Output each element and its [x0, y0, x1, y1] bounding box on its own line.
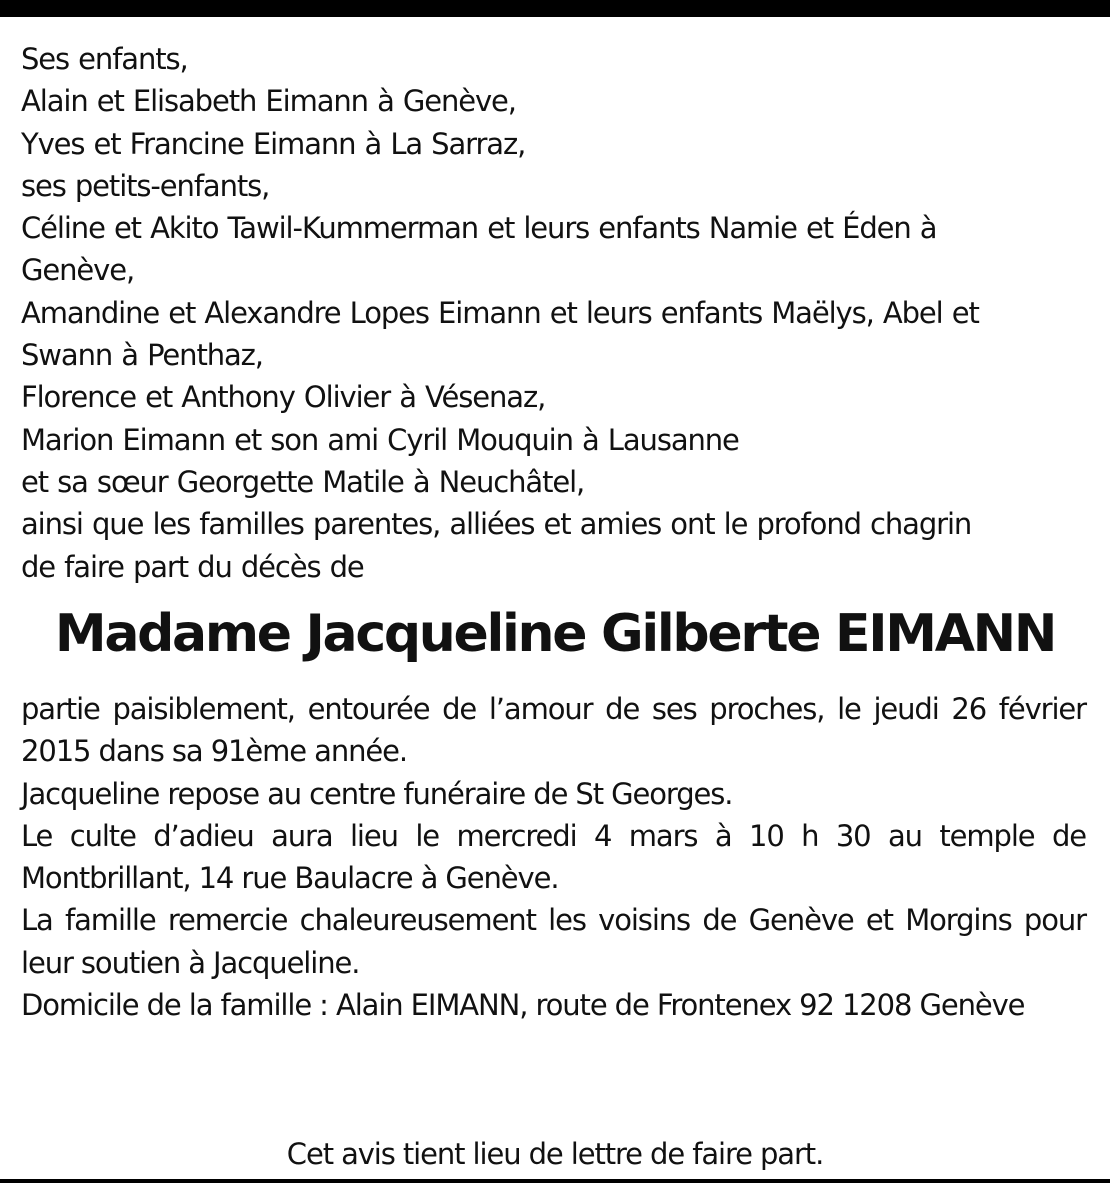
intro-line: Céline et Akito Tawil-Kummerman et leurs enfants Namie et Éden à [21, 211, 937, 246]
intro-line: de faire part du décès de [21, 549, 364, 584]
bottom-border-rule [0, 1179, 1110, 1183]
intro-line: Swann à Penthaz, [21, 338, 263, 373]
service-paragraph: Le culte d’adieu aura lieu le mercredi 4 mars à 10 h 30 au temple de Montbrillant, 14 rue Baulacre à Genève. [21, 818, 1086, 896]
intro-line: Amandine et Alexandre Lopes Eimann et leurs enfants Maëlys, Abel et [21, 295, 979, 330]
family-address-paragraph: Domicile de la famille : Alain EIMANN, route de Frontenex 92 1208 Genève [21, 988, 1025, 1023]
intro-line: Genève, [21, 253, 135, 288]
intro-line: Alain et Elisabeth Eimann à Genève, [21, 84, 516, 119]
deceased-name-heading: Madame Jacqueline Gilberte EIMANN [54, 604, 1056, 664]
footer-note: Cet avis tient lieu de lettre de faire part. [286, 1137, 824, 1171]
thanks-paragraph: La famille remercie chaleureusement les voisins de Genève et Morgins pour leur soutien à Jacqueline. [21, 903, 1086, 980]
repose-paragraph: Jacqueline repose au centre funéraire de St Georges. [21, 776, 733, 811]
intro-line: Ses enfants, [21, 42, 188, 76]
intro-line: ses petits-enfants, [21, 168, 270, 203]
family-announcement [21, 38, 1091, 588]
top-border-rule [0, 0, 1110, 17]
intro-line: Florence et Anthony Olivier à Vésenaz, [21, 380, 546, 415]
obituary-details [21, 688, 1086, 1026]
intro-line: et sa sœur Georgette Matile à Neuchâtel, [21, 464, 585, 499]
intro-line: Yves et Francine Eimann à La Sarraz, [21, 126, 526, 161]
passing-paragraph: partie paisiblement, entourée de l’amour de ses proches, le jeudi 26 février 2015 dans sa 91ème année. [21, 692, 1086, 769]
intro-line: Marion Eimann et son ami Cyril Mouquin à Lausanne [21, 422, 739, 457]
intro-line: ainsi que les familles parentes, alliées et amies ont le profond chagrin [21, 507, 972, 542]
